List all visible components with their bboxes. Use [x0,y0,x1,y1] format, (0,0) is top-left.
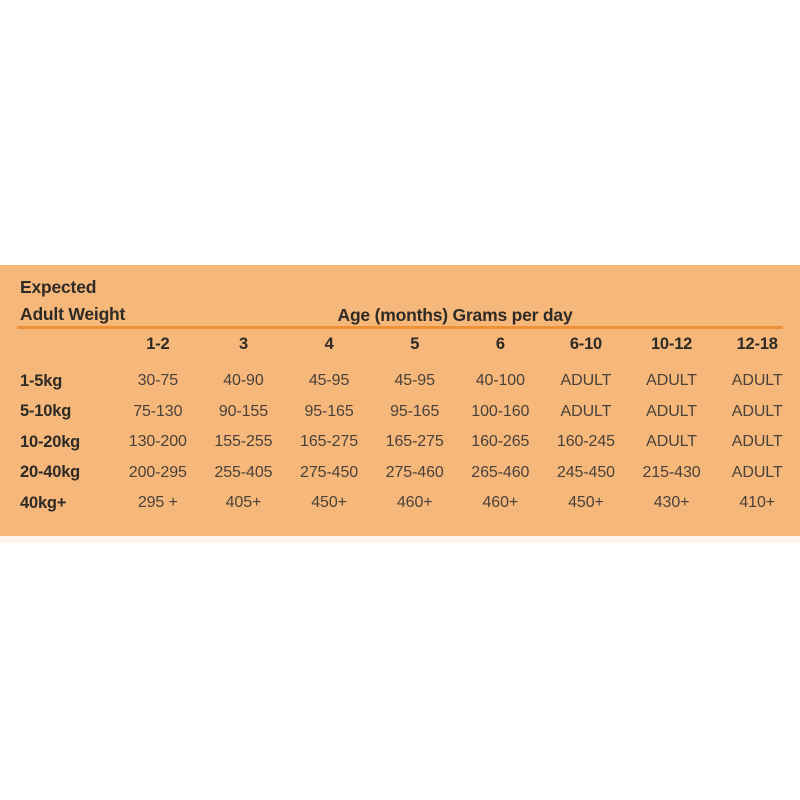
table-cell: ADULT [731,463,783,481]
table-cell: ADULT [646,372,697,390]
table-cell: 460+ [396,494,433,512]
table-cell: ADULT [646,433,697,451]
table-cell: 215-430 [642,463,701,481]
table-cell: 45-95 [308,372,350,390]
weight-column-header [20,274,125,328]
table-cell: 165-275 [385,433,444,451]
age-column-header: 10-12 [650,334,693,353]
table-cell: 275-450 [300,463,359,481]
table-cell: 40-100 [475,372,525,390]
table-cell: ADULT [560,402,612,420]
table-cell: 405+ [225,494,262,512]
table-cell: 45-95 [394,372,435,390]
age-column-header: 12-18 [736,334,778,353]
age-column-header: 3 [238,334,248,353]
table-cell: 75-130 [133,402,183,420]
row-label: 5-10kg [20,402,72,421]
table-cell: 155-255 [214,433,273,451]
weight-header-line-1: Expected [20,277,97,297]
table-cell: 160-265 [471,433,530,451]
table-cell: 40-90 [223,372,264,390]
table-row [0,427,800,458]
age-column-header: 1-2 [146,334,170,353]
table-cell: 255-405 [214,463,273,481]
table-cell: 90-155 [218,402,269,420]
age-column-header: 4 [324,334,334,353]
table-row [0,366,800,397]
table-cell: ADULT [731,433,783,451]
table-cell: 295 + [137,494,178,512]
table-cell: 95-165 [304,402,354,420]
table-row [0,397,800,428]
age-column-header: 5 [410,334,420,353]
weight-header-line-2: Adult Weight [20,304,126,324]
row-label: 1-5kg [20,371,63,390]
table-body [0,366,800,519]
table-cell: 100-160 [471,402,530,420]
table-cell: 450+ [311,494,347,512]
table-cell: 460+ [482,494,519,512]
table-cell: 30-75 [137,372,179,390]
table-cell: 130-200 [128,433,187,451]
row-label: 40kg+ [20,493,67,512]
table-cell: ADULT [731,402,783,420]
table-cell: 165-275 [300,433,359,451]
table-cell: 450+ [568,494,604,512]
table-row [0,458,800,489]
table-cell: 265-460 [471,463,530,481]
table-row [0,488,800,519]
feeding-guide-table [0,265,800,536]
panel-bottom-strip [0,536,800,543]
age-column-header: 6-10 [569,334,603,353]
table-cell: ADULT [560,372,612,390]
table-cell: ADULT [731,372,783,390]
table-cell: ADULT [646,402,697,420]
age-months-header: Age (months) Grams per day [337,305,573,325]
table-cell: 95-165 [390,402,440,420]
table-cell: 160-245 [556,433,615,451]
age-column-header: 6 [495,334,505,353]
header-divider-line [17,326,783,329]
table-cell: 410+ [739,494,775,512]
row-label: 20-40kg [20,463,81,482]
table-cell: 245-450 [556,463,615,481]
table-cell: 275-460 [385,463,444,481]
table-cell: 430+ [653,494,690,512]
table-cell: 200-295 [128,463,187,481]
age-column-header-row [0,331,800,357]
row-label: 10-20kg [20,432,81,451]
